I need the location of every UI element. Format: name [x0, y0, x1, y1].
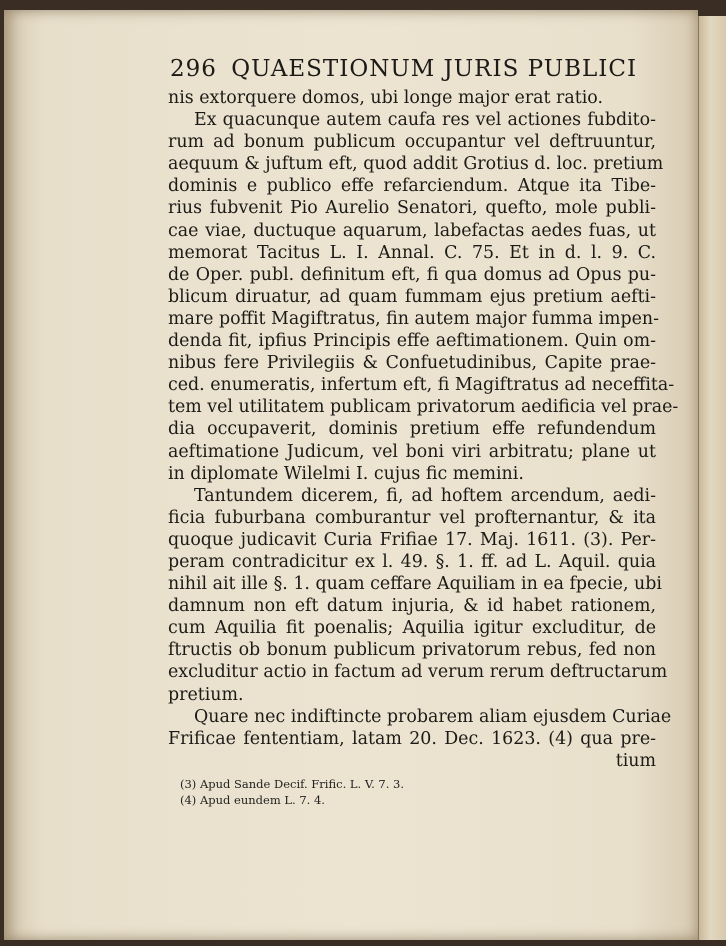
- text-line: de Oper. publ. definitum eft, fi qua domus ad Opus pu-: [168, 264, 656, 285]
- text-line: aeftimatione Judicum, vel boni viri arbitratu; plane ut: [168, 441, 656, 462]
- text-line: dominis e publico effe refarciendum. Atque ita Tibe-: [168, 176, 656, 197]
- text-line: ced. enumeratis, infertum eft, fi Magiftratus ad neceffita-: [168, 375, 675, 396]
- text-line: aequum & juftum eft, quod addit Grotius d. loc. pretium: [168, 154, 664, 175]
- text-line: rum ad bonum publicum occupantur vel deftruuntur,: [168, 132, 656, 153]
- footnote: (3) Apud Sande Decif. Frific. L. V. 7. 3.: [180, 777, 405, 791]
- footnotes: [180, 776, 480, 808]
- body-text: [168, 87, 679, 772]
- text-line: Tantundem dicerem, fi, ad hoftem arcendum, aedi-: [194, 485, 656, 506]
- text-line: cum Aquilia fit poenalis; Aquilia igitur excluditur, de: [168, 618, 656, 639]
- text-line: Frificae fententiam, latam 20. Dec. 1623. (4) qua pre-: [168, 728, 656, 749]
- running-title: QUAESTIONUM JURIS PUBLICI: [231, 56, 638, 82]
- text-line: tium: [615, 750, 656, 771]
- text-line: blicum diruatur, ad quam fummam ejus pretium aefti-: [168, 286, 656, 307]
- text-line: excluditur actio in factum ad verum rerum deftructarum: [168, 662, 668, 683]
- text-line: mare poffit Magiftratus, fin autem major fumma impen-: [168, 308, 659, 329]
- text-line: peram contradicitur ex l. 49. §. 1. ff. ad L. Aquil. quia: [168, 551, 656, 572]
- text-line: nis extorquere domos, ubi longe major erat ratio.: [168, 88, 603, 108]
- footnote: (4) Apud eundem L. 7. 4.: [180, 793, 325, 807]
- text-line: dia occupaverit, dominis pretium effe refundendum: [168, 419, 656, 440]
- text-line: rius fubvenit Pio Aurelio Senatori, quefto, mole publi-: [168, 198, 656, 219]
- text-line: pretium.: [168, 684, 244, 705]
- running-head: [170, 56, 640, 86]
- text-line: damnum non eft datum injuria, & id habet rationem,: [168, 596, 656, 617]
- text-line: nihil ait ille §. 1. quam ceffare Aquiliam in ea fpecie, ubi: [168, 574, 662, 595]
- text-line: nibus fere Privilegiis & Confuetudinibus, Capite prae-: [168, 353, 656, 374]
- page-number: 296: [170, 56, 217, 82]
- text-line: ftructis ob bonum publicum privatorum rebus, fed non: [168, 640, 656, 661]
- text-line: cae viae, ductuque aquarum, labefactas aedes fuas, ut: [168, 220, 656, 241]
- text-line: tem vel utilitatem publicam privatorum aedificia vel prae-: [168, 397, 679, 418]
- facing-page-edge: [698, 16, 726, 940]
- text-line: denda fit, ipfius Principis effe aeftimationem. Quin om-: [168, 331, 656, 352]
- text-line: Ex quacunque autem caufa res vel actiones fubdito-: [194, 110, 656, 131]
- text-line: quoque judicavit Curia Frifiae 17. Maj. 1611. (3). Per-: [168, 529, 656, 550]
- text-line: memorat Tacitus L. I. Annal. C. 75. Et in d. l. 9. C.: [168, 242, 656, 263]
- text-line: Quare nec indiftincte probarem aliam ejusdem Curiae: [194, 706, 672, 727]
- text-line: in diplomate Wilelmi I. cujus fic memini.: [168, 463, 524, 484]
- text-line: ficia fuburbana comburantur vel profternantur, & ita: [168, 507, 656, 528]
